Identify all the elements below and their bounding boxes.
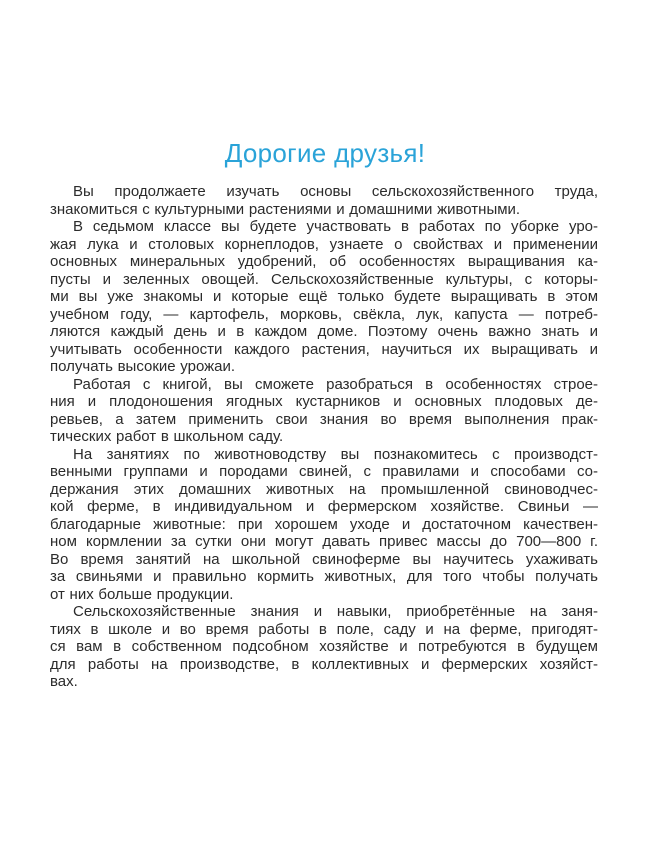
- text-line: для работы на производстве, в коллективных и фермерских хозяйст-: [50, 655, 598, 673]
- text-line: ревьев, а затем применить свои знания во время выполнения прак-: [50, 410, 598, 428]
- text-line: тических работ в школьном саду.: [50, 428, 284, 445]
- text-line: учитывать особенности каждого растения, научиться их выращивать и: [50, 340, 598, 358]
- text-line: Вы продолжаете изучать основы сельскохозяйственного труда,: [73, 183, 598, 200]
- text-line: кой ферме, в индивидуальном и фермерском хозяйстве. Свиньи —: [50, 498, 598, 515]
- text-line: знакомиться с культурными растениями и домашними животными.: [50, 200, 521, 218]
- text-line: вах.: [50, 673, 78, 690]
- paragraph: [50, 183, 598, 218]
- paragraph: [50, 603, 598, 691]
- text-line: основных минеральных удобрений, об особенностях выращивания ка-: [50, 253, 598, 270]
- text-line: благодарные животные: при хорошем уходе и достаточном качествен-: [50, 515, 598, 533]
- text-line: пусты и зеленных овощей. Сельскохозяйственные культуры, с которы-: [50, 270, 598, 288]
- text-line: Работая с книгой, вы сможете разобраться в особенностях строе-: [73, 375, 598, 393]
- text-line: ном кормлении за сутки они могут давать привес массы до 700—800 г.: [50, 533, 598, 550]
- text-line: венными группами и породами свиней, с правилами и способами со-: [50, 463, 598, 480]
- text-line: Во время занятий на школьной свиноферме вы научитесь ухаживать: [50, 550, 598, 568]
- text-line: учебном году, — картофель, морковь, свёкла, лук, капуста — потреб-: [50, 305, 598, 323]
- text-line: В седьмом классе вы будете участвовать в работах по уборке уро-: [73, 218, 598, 235]
- paragraph: [50, 446, 598, 604]
- text-line: ния и плодоношения ягодных кустарников и основных плодовых де-: [50, 393, 598, 410]
- page-title: Дорогие друзья!: [224, 138, 426, 168]
- text-line: На занятиях по животноводству вы познакомитесь с производст-: [73, 445, 598, 463]
- text-line: Сельскохозяйственные знания и навыки, приобретённые на заня-: [73, 603, 598, 620]
- text-line: тиях в школе и во время работы в поле, саду и на ферме, пригодят-: [50, 620, 598, 638]
- text-line: за свиньями и правильно кормить животных, для того чтобы получать: [50, 568, 598, 585]
- text-line: от них больше продукции.: [50, 585, 234, 603]
- text-line: ми вы уже знакомы и которые ещё только будете выращивать в этом: [50, 288, 598, 305]
- text-line: ся вам в собственном подсобном хозяйстве и потребуются в будущем: [50, 638, 598, 655]
- text-line: держания этих домашних животных на промышленной свиноводчес-: [50, 480, 598, 498]
- paragraph: [50, 376, 598, 446]
- text-line: жая лука и столовых корнеплодов, узнаете о свойствах и применении: [50, 235, 598, 253]
- paragraph: [50, 218, 598, 376]
- body-text: [50, 183, 598, 691]
- text-line: ляются каждый день и в каждом доме. Поэтому очень важно знать и: [50, 323, 598, 340]
- text-line: получать высокие урожаи.: [50, 358, 236, 375]
